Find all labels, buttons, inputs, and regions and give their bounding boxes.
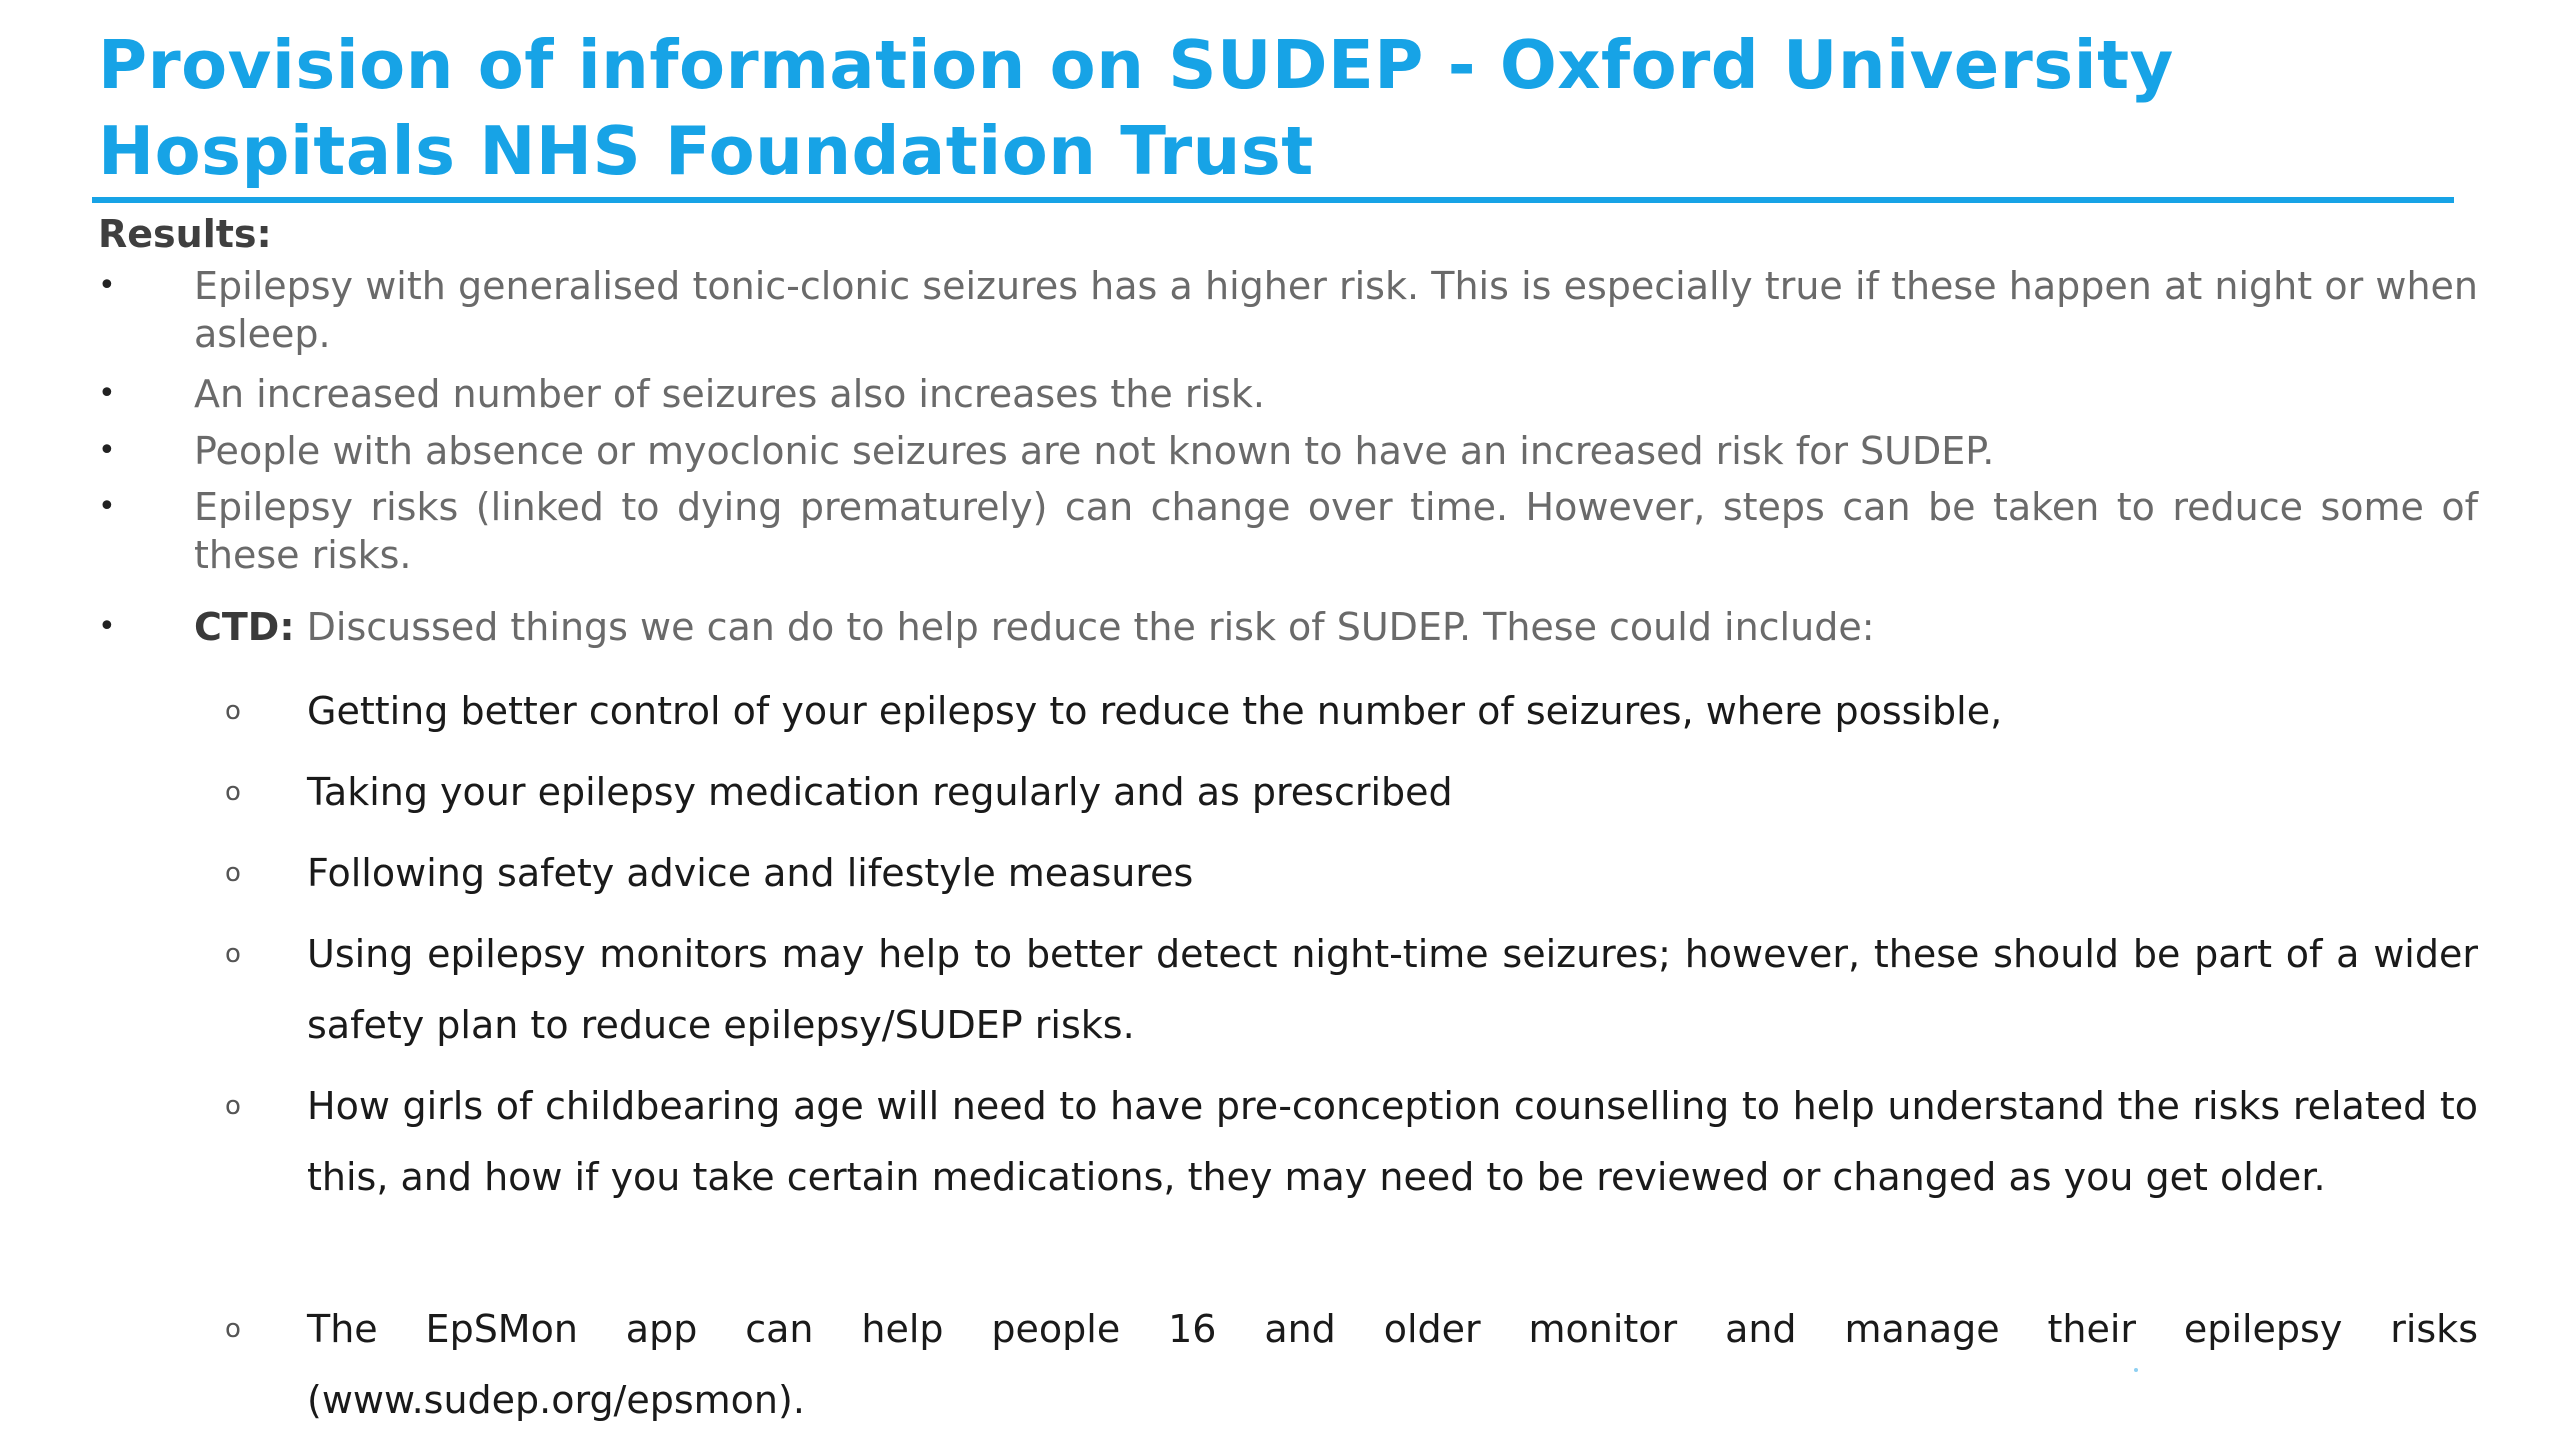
sub-bullet-marker: o [225,696,241,726]
ctd-bullet [98,603,2478,651]
sub-list-item [225,757,2478,828]
sub-list-item [225,1294,2478,1436]
sub-item-text: Getting better control of your epilepsy to reduce the number of seizures, where possible, [307,689,2003,733]
sub-item-text: How girls of childbearing age will need to have pre-conception counselling to help understand the risks related to this, and how if you take certain medications, they may need to be reviewed or changed as you get older. [307,1084,2478,1199]
sub-item-text: The EpSMon app can help people 16 and older monitor and manage their epilepsy risks (www.sudep.org/epsmon). [307,1307,2478,1422]
bullet-text: An increased number of seizures also increases the risk. [194,372,1265,416]
bullet-item [98,427,2478,475]
sub-list-item [225,838,2478,909]
bullet-text: Epilepsy with generalised tonic-clonic seizures has a higher risk. This is especially true if these happen at night or when asleep. [194,264,2478,356]
sub-item-text: Taking your epilepsy medication regularly and as prescribed [307,770,1453,814]
ctd-description: Discussed things we can do to help reduce the risk of SUDEP. These could include: [294,605,1875,649]
sub-bullet-marker: o [225,858,241,888]
bullet-marker: • [98,489,116,524]
ctd-text [194,603,2478,651]
bullet-item [98,483,2478,579]
bullet-marker: • [98,433,116,468]
ctd-label: CTD: [194,605,295,649]
bullet-marker: • [98,268,116,303]
bullet-marker: • [98,376,116,411]
bullet-item [98,370,2478,418]
sub-item-text: Following safety advice and lifestyle measures [307,851,1194,895]
bullet-item [98,262,2478,358]
bullet-text: People with absence or myoclonic seizures are not known to have an increased risk for SUDEP. [194,429,1995,473]
decorative-dot [2134,1368,2138,1372]
sub-list-item [225,1071,2478,1284]
results-heading: Results: [98,212,272,256]
sub-item-text: Using epilepsy monitors may help to better detect night-time seizures; however, these should be part of a wider safety plan to reduce epilepsy/SUDEP risks. [307,932,2478,1047]
page-title: Provision of information on SUDEP - Oxford University Hospitals NHS Foundation Trust [98,26,2174,190]
sub-list-item [225,919,2478,1061]
bullet-text: Epilepsy risks (linked to dying prematurely) can change over time. However, steps can be taken to reduce some of these risks. [194,485,2478,577]
sub-list-item [225,676,2478,747]
bullet-marker: • [98,609,116,644]
title-underline [92,197,2454,203]
sub-bullet-marker: o [225,1314,241,1344]
sub-bullet-marker: o [225,1091,241,1121]
sub-bullet-marker: o [225,939,241,969]
sub-bullet-marker: o [225,777,241,807]
